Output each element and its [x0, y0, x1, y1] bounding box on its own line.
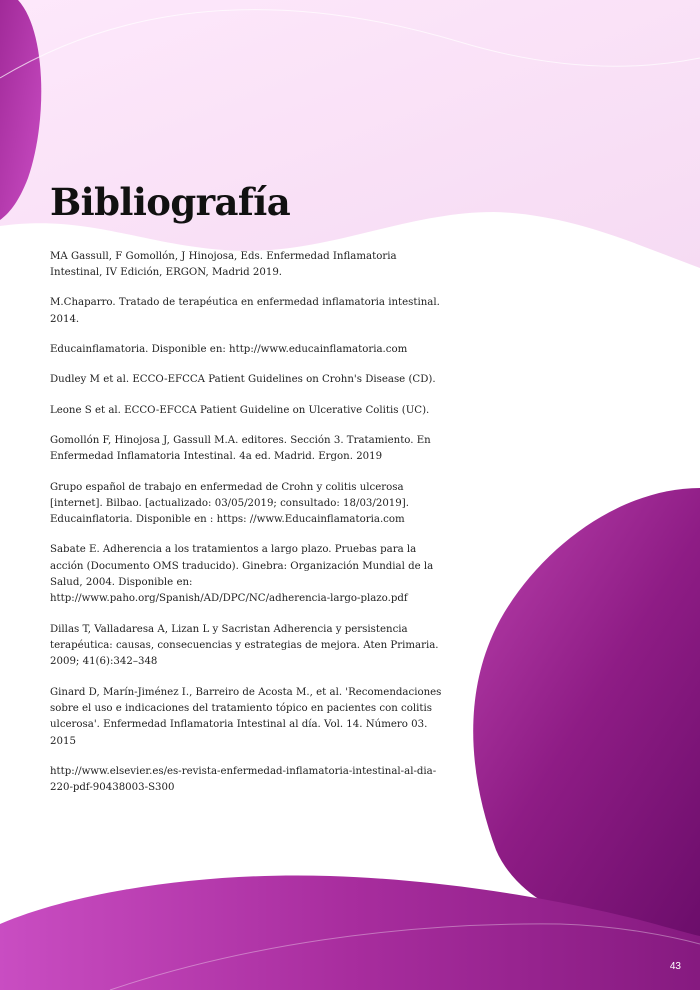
reference-item: http://www.elsevier.es/es-revista-enfermedad-inflamatoria-intestinal-al-dia-220-pdf-90438003-S300 [50, 765, 437, 794]
reference-item: Dudley M et al. ECCO-EFCCA Patient Guidelines on Crohn's Disease (CD). [50, 374, 436, 386]
reference-item: Grupo español de trabajo en enfermedad de Crohn y colitis ulcerosa [internet]. Bilbao. [actualizado: 03/05/2019; consultado: 18/03/2019]. Educainflatoria. Disponible en : https: //www.Educainflamatoria.com [50, 481, 409, 526]
reference-item: Leone S et al. ECCO-EFCCA Patient Guideline on Ulcerative Colitis (UC). [50, 404, 430, 416]
reference-item: Ginard D, Marín-Jiménez I., Barreiro de Acosta M., et al. 'Recomendaciones sobre el uso e indicaciones del tratamiento tópico en pacientes con colitis ulcerosa'. Enfermedad Inflamatoria Intestinal al día. Vol. 14. Número 03. 2015 [50, 686, 442, 747]
reference-item: M.Chaparro. Tratado de terapéutica en enfermedad inflamatoria intestinal. 2014. [50, 297, 440, 325]
reference-item: MA Gassull, F Gomollón, J Hinojosa, Eds. Enfermedad Inflamatoria Intestinal, IV Edición, ERGON, Madrid 2019. [50, 250, 397, 278]
reference-item: Sabate E. Adherencia a los tratamientos a largo plazo. Pruebas para la acción (Documento OMS traducido). Ginebra: Organización Mundial de la Salud, 2004. Disponible en: http://www.paho.org/Spanish/AD/DPC/NC/adherencia-largo-plazo.pdf [50, 544, 434, 605]
bibliography-section [50, 182, 446, 811]
page-number: 43 [669, 961, 681, 972]
reference-item: Dillas T, Valladaresa A, Lizan L y Sacristan Adherencia y persistencia terapéutica: causas, consecuencias y estrategias de mejora. Aten Primaria. 2009; 41(6):342–348 [50, 623, 439, 668]
page-title: Bibliografía [50, 180, 291, 224]
reference-item: Gomollón F, Hinojosa J, Gassull M.A. editores. Sección 3. Tratamiento. En Enfermedad Inflamatoria Intestinal. 4a ed. Madrid. Ergon. 2019 [50, 434, 431, 463]
purple-blob-shape [473, 488, 700, 942]
reference-item: Educainflamatoria. Disponible en: http://www.educainflamatoria.com [50, 343, 408, 355]
reference-list [50, 249, 446, 797]
